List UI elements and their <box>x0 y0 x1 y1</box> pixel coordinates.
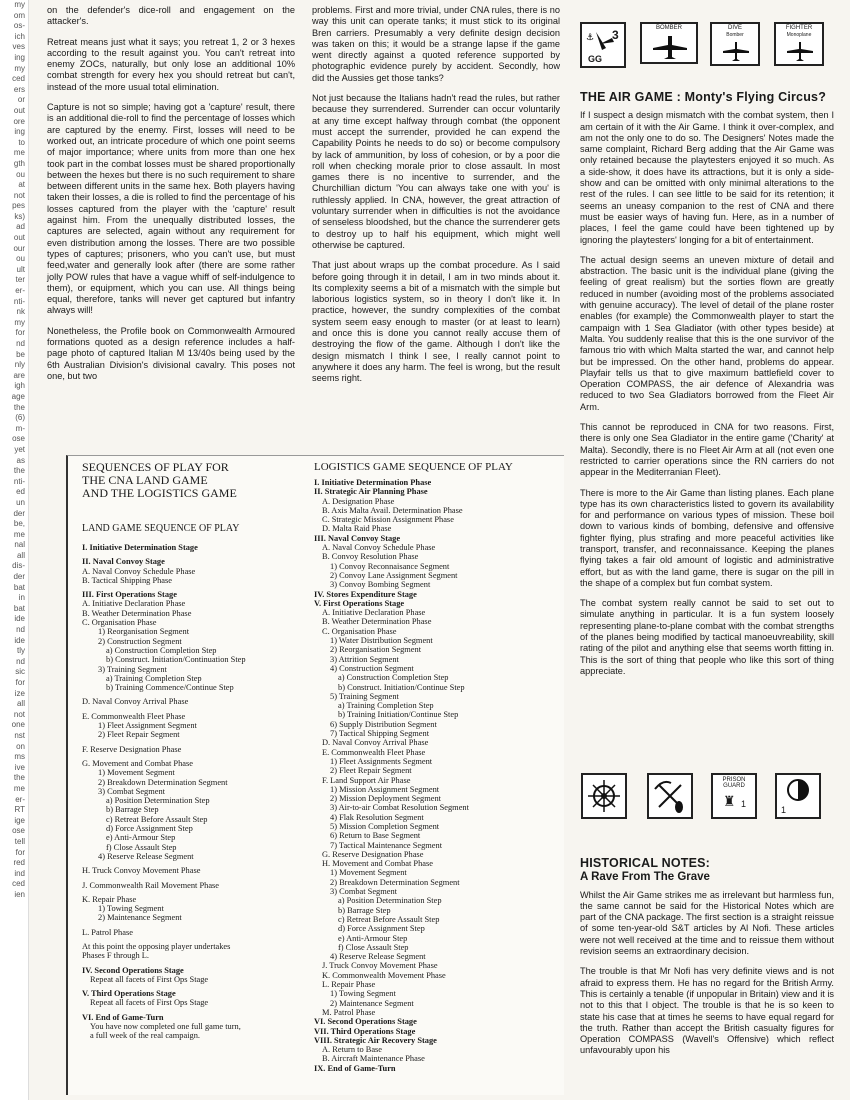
soldier-icon: ♜ <box>723 793 736 809</box>
sequence-line: 1) Towing Segment <box>98 904 164 914</box>
sequence-line: 2) Breakdown Determination Segment <box>330 877 460 887</box>
sequence-line: V. Third Operations Stage <box>82 989 176 999</box>
section-title: HISTORICAL NOTES: <box>580 856 711 870</box>
sequence-line: a) Position Determination Step <box>338 896 442 906</box>
counter-label: BOMBER <box>655 25 682 31</box>
sequence-line: At this point the opposing player undertakes <box>82 941 231 951</box>
paragraph: Whilst the Air Game strikes me as irrelevant but harmless fun, the same cannot be said for the Historical Notes which are part of the CNA package. The first section is a straight reissue of some ten-year-old S&T articles by Al Nofi. These articles were not well received at the time and to reissue them without revision seems an extraordinary decision. <box>580 889 834 957</box>
sequence-line: 2) Construction Segment <box>98 636 182 646</box>
gutter-fragment: ose <box>12 434 25 444</box>
sequence-line: G. Movement and Combat Phase <box>82 758 193 768</box>
sequence-line: 1) Mission Assignment Segment <box>330 784 440 794</box>
gutter-fragment: our <box>13 243 25 253</box>
sequence-line: I. Initiative Determination Stage <box>82 543 198 552</box>
gutter-fragment: as <box>16 455 25 465</box>
sequence-line: 3) Convoy Bombing Segment <box>330 580 431 590</box>
sequence-line: III. First Operations Stage <box>82 590 177 600</box>
sequence-line: b) Construct. Initiation/Continue Step <box>338 682 465 692</box>
paragraph: on the defender's dice-roll and engagement on the attacker's. <box>47 5 295 27</box>
counter-number: 3 <box>612 28 619 42</box>
article-column-3 <box>580 92 834 686</box>
gutter-fragment: nd <box>16 339 25 348</box>
sequence-line: H. Truck Convoy Movement Phase <box>82 866 201 876</box>
sequence-line: C. Organisation Phase <box>82 618 157 628</box>
sequence-line: 3) Air-to-air Combat Resolution Segment <box>330 803 469 813</box>
gutter-fragment: nd <box>16 625 25 635</box>
sequence-line: VII. Third Operations Stage <box>314 1026 416 1036</box>
sequence-line: VI. Second Operations Stage <box>314 1017 417 1027</box>
sequence-line: 4) Construction Segment <box>330 663 414 673</box>
sequence-line: L. Patrol Phase <box>82 927 133 937</box>
gutter-fragment: nal <box>14 540 25 550</box>
sequence-line: 1) Fleet Assignment Segment <box>98 721 197 731</box>
sequence-line: 6) Supply Distribution Segment <box>330 719 437 729</box>
counter-number: 1 <box>741 799 747 809</box>
gutter-fragment: ves <box>12 42 25 52</box>
gutter-fragment: ed <box>16 487 25 497</box>
gutter-fragment: to <box>18 137 25 147</box>
gutter-fragment: ms <box>14 752 25 762</box>
sequence-line: M. Patrol Phase <box>322 1007 376 1017</box>
gutter-fragment: un <box>16 497 25 507</box>
sequence-line: 1) Reorganisation Segment <box>98 627 190 637</box>
sequence-line: b) Barrage Step <box>106 805 159 815</box>
sequence-line: VI. End of Game-Turn <box>82 1012 164 1022</box>
gutter-fragment: one <box>11 720 25 730</box>
gutter-fragment: ind <box>14 868 25 878</box>
counter-sublabel: Monoplane <box>786 32 812 38</box>
sequence-line: L. Repair Phase <box>322 980 376 990</box>
gutter-fragment: m- <box>15 423 25 433</box>
sequence-line: 1) Towing Segment <box>330 989 396 999</box>
box-subtitle: LAND GAME SEQUENCE OF PLAY <box>82 523 240 534</box>
sequence-line: a) Training Completion Step <box>338 701 434 711</box>
gutter-fragment: all <box>16 699 25 709</box>
gutter-fragment: the <box>13 466 25 476</box>
gutter-fragment: my <box>14 63 25 73</box>
sequence-line: IV. Second Operations Stage <box>82 965 184 975</box>
sequence-line: 4) Reserve Release Segment <box>98 851 194 861</box>
gutter-fragment: for <box>15 328 25 338</box>
sequence-line: b) Training Initiation/Continue Step <box>338 710 459 720</box>
gutter-fragment: nti- <box>13 476 25 486</box>
prison-guard-counter <box>711 773 757 819</box>
sequence-line: III. Naval Convoy Stage <box>314 533 401 543</box>
sequence-line: e) Anti-Armour Step <box>106 833 176 843</box>
gutter-fragment: or <box>17 95 25 105</box>
section-subtitle: A Rave From The Grave <box>580 871 710 884</box>
gutter-fragment: (6) <box>15 413 25 423</box>
sequence-line: 7) Tactical Maintenance Segment <box>330 840 443 850</box>
sequence-line: B. Convoy Resolution Phase <box>322 552 419 562</box>
paragraph: The actual design seems an uneven mixture of detail and abstraction. The basic unit is the individual plane (giving the feeling of great realism) but the sorties flown are greatly reduced in number (avoiding most of the problems associated with genuine accuracy). The level of detail of the plane roster enables (for example) the Commonwealth player to start the campaign with 1 Sea Gladiator (with other types beside) at Malta. You suddenly realise that this is the one survivor of the famous trio with which Malta started the war, and cannot help but be impressed. On the other hand, problems do appear. Playfair tells us that to give maximum battlefield cover to Operation COMPASS, the air defence of Alexandria was reduced to two Sea Gladiators borrowed from the Fleet Air Arm. <box>580 254 834 412</box>
sequence-line: Phases F through L. <box>82 951 149 961</box>
sequence-line: A. Naval Convoy Schedule Phase <box>82 566 196 576</box>
sequence-line: 1) Movement Segment <box>98 768 175 778</box>
sequence-line: B. Weather Determination Phase <box>322 617 432 627</box>
sequence-line: 2) Fleet Repair Segment <box>98 730 180 740</box>
sequence-line: Repeat all facets of First Ops Stage <box>90 974 209 984</box>
gutter-fragment: at <box>18 180 25 190</box>
gutter-fragment: tell <box>14 836 25 846</box>
sequence-line: II. Strategic Air Planning Phase <box>314 487 428 497</box>
sequence-line: 2) Convoy Lane Assignment Segment <box>330 570 458 580</box>
paragraph: If I suspect a design mismatch with the combat system, then I am certain of it with the Air Game. I think it over-complex, and am not the only one to do so. The Designers' Notes made the same complaint, Richard Berg adding that the Air Game was only retained because the playtesters enjoyed it so much. As a side-show, it does have its attractions, but it is only a side-show and can be omitted with only minimal alterations to the rest of the rules. I can see little to be said for its retention; it seems an uneasy companion to the rest of CNA and there must be easier ways of having fun. Here, as in a number of places, I feel the game could have been tightened up by ignoring the playtesters' longing for a bit of entertainment. <box>580 110 834 245</box>
gutter-fragment: der <box>13 572 25 582</box>
gutter-fragment: nd <box>16 656 25 666</box>
gutter-fragment: nst <box>14 730 25 740</box>
gutter-fragment: be, <box>13 519 25 529</box>
sequence-line: 2) Fleet Repair Segment <box>330 766 412 776</box>
gutter-fragment: are <box>13 370 25 380</box>
counter-number: 1 <box>781 805 787 815</box>
gutter-fragment: ced <box>12 879 25 889</box>
sequence-line: a) Training Completion Step <box>106 673 202 683</box>
sequence-line: J. Truck Convoy Movement Phase <box>322 961 438 971</box>
sequence-line: F. Land Support Air Phase <box>322 775 411 785</box>
gutter-fragment: ide <box>14 635 25 645</box>
gg-counter <box>580 22 626 68</box>
sequence-line: 2) Maintenance Segment <box>98 913 182 923</box>
gutter-fragment: ore <box>13 116 25 126</box>
gutter-fragment: ize <box>14 688 25 698</box>
moon-counter <box>775 773 821 819</box>
sequence-line: 2) Mission Deployment Segment <box>330 794 441 804</box>
sequence-line: A. Naval Convoy Schedule Phase <box>322 543 436 553</box>
gutter-fragment: nly <box>14 360 25 370</box>
counter-label: PRISON <box>722 777 746 783</box>
gutter-fragment: ult <box>16 264 25 274</box>
fighter-counter <box>774 22 824 66</box>
sequence-line: a) Construction Completion Step <box>338 673 449 683</box>
sequence-line: 2) Maintenance Segment <box>330 998 414 1008</box>
sequence-line: H. Movement and Combat Phase <box>322 859 433 869</box>
gutter-fragment: ive <box>14 762 25 772</box>
gutter-fragment: me <box>13 148 25 158</box>
sequence-line: B. Aircraft Maintenance Phase <box>322 1054 425 1064</box>
sequence-line: A. Return to Base <box>322 1045 383 1055</box>
sequence-line: B. Axis Malta Avail. Determination Phase <box>322 505 463 515</box>
gutter-fragment: pes <box>12 201 25 211</box>
sequence-line: E. Commonwealth Fleet Phase <box>82 711 186 721</box>
paragraph: Not just because the Italians hadn't read the rules, but rather because they surrendered. Surrender can occur voluntarily at any time except halfway through combat (the opponent must accept the surrender, provided he can expend the Capability Points he needs to do so) or become compulsory by lack of ammunition, by loss of cohesion, or by a poor die roll when checking morale prior to close assault. In most games there is no incentive to surrender, and the Churchillian dictum 'You can always take one with you' is ruthlessly applied. In CNA, however, the great attraction of voluntary surrender when in difficulties is not the avoidance of senseless bloodshed, but the chance the surrenderer gets to destroy up to half his equipment, which might well otherwise be captured. <box>312 93 560 250</box>
gutter-fragment: out <box>13 233 25 243</box>
gutter-fragment: on <box>16 741 25 751</box>
box-title-line: LOGISTICS GAME SEQUENCE OF PLAY <box>314 461 513 473</box>
sequence-line: 1) Movement Segment <box>330 868 407 878</box>
gutter-fragment: nk <box>16 307 25 317</box>
gutter-fragment: my <box>14 317 25 327</box>
gutter-fragment: ing <box>14 127 25 137</box>
gutter-fragment: ks) <box>14 211 25 221</box>
sequence-line: f) Close Assault Step <box>106 842 177 852</box>
sequence-line: A. Initiative Declaration Phase <box>82 599 186 609</box>
box-title-line: SEQUENCES OF PLAY FOR <box>82 460 229 474</box>
gutter-fragment: ing <box>14 52 25 62</box>
sequence-line: d) Force Assignment Step <box>106 824 193 834</box>
sequence-line: D. Naval Convoy Arrival Phase <box>82 697 189 707</box>
sequence-line: 6) Return to Base Segment <box>330 831 421 841</box>
paragraph: There is more to the Air Game than listing planes. Each plane type has its own characteristics listed to govern its availability for and performance on various types of mission. These boil down to various kinds of bombing, defensive and offensive fighter flying, plus strafing and more peaceful activities like transport, transfer, and reconnaissance. Keeping the planes flying takes a fair old amount of logistic and administrative effort, but as with the land game, there is sugar on the pill in the shape of a complex but fun combat system. <box>580 487 834 588</box>
gutter-fragment: sic <box>15 667 25 677</box>
sequence-line: Repeat all facets of First Ops Stage <box>90 998 209 1008</box>
sequence-line: II. Naval Convoy Stage <box>82 557 165 567</box>
box-title-line: AND THE LOGISTICS GAME <box>82 486 237 500</box>
sequence-line: K. Commonwealth Movement Phase <box>322 970 446 980</box>
gutter-fragment: out <box>13 105 25 115</box>
gutter-fragment: red <box>13 858 25 868</box>
sequence-line: 7) Tactical Shipping Segment <box>330 729 430 739</box>
sequence-of-play-box <box>66 455 564 1095</box>
sequence-line: D. Malta Raid Phase <box>322 524 392 534</box>
gutter-fragment: bat <box>13 603 25 613</box>
gutter-fragment: ide <box>14 614 25 624</box>
gutter-fragment: ose <box>12 826 25 836</box>
gutter-fragment: be <box>16 349 25 359</box>
sequence-line: I. Initiative Determination Phase <box>314 478 432 487</box>
gutter-fragment: nti- <box>13 296 25 306</box>
gutter-fragment: my <box>14 0 25 9</box>
article-column-2 <box>312 5 560 394</box>
sequence-line: C. Organisation Phase <box>322 626 397 636</box>
sequence-line: 1) Fleet Assignments Segment <box>330 756 433 766</box>
ship-wheel-icon <box>583 775 625 817</box>
sequence-line: V. First Operations Stage <box>314 598 405 608</box>
sequence-line: A. Designation Phase <box>322 496 395 506</box>
gutter-fragment: not <box>13 190 25 200</box>
gutter-fragment: age <box>11 391 25 401</box>
sequence-line: 1) Convoy Reconnaisance Segment <box>330 561 450 571</box>
sequence-line: 5) Training Segment <box>330 691 399 701</box>
bomber-counter <box>640 22 698 64</box>
sequence-line: c) Retreat Before Assault Step <box>106 814 208 824</box>
paragraph: This cannot be reproduced in CNA for two reasons. First, there is only one Sea Gladiator in the entire game ('Charity' at Malta). Secondly, there is no Fleet Air Arm at all (not even one restricted to carrier operations since the RN carriers do not appear in the Mediterranian Fleet). <box>580 422 834 478</box>
sequence-line: B. Tactical Shipping Phase <box>82 575 172 585</box>
box-title-line: THE CNA LAND GAME <box>82 473 208 487</box>
sequence-line: K. Repair Phase <box>82 894 137 904</box>
sequence-line: a) Construction Completion Step <box>106 645 217 655</box>
pick-shovel-counter <box>647 773 693 819</box>
paragraph: Nonetheless, the Profile book on Commonwealth Armoured formations quoted as a design reference includes a half-page photo of captured Italian M 13/40s being used by the 6th Australian Division's divisional cavalry. This poses not one, but two <box>47 325 295 381</box>
sequence-line: A. Initiative Declaration Phase <box>322 608 426 618</box>
gutter-fragment: the <box>13 773 25 783</box>
sequence-line: D. Naval Convoy Arrival Phase <box>322 738 429 748</box>
gutter-fragment: er- <box>15 794 25 804</box>
gutter-fragment: not <box>13 709 25 719</box>
marker-counters-row <box>581 765 835 840</box>
sequence-line: 1) Water Distribution Segment <box>330 636 433 646</box>
section-title: THE AIR GAME : Monty's Flying Circus? <box>580 90 827 104</box>
gutter-fragment: me <box>13 783 25 793</box>
gutter-fragment: gth <box>13 158 25 168</box>
gutter-fragment: yet <box>14 444 25 454</box>
sequence-line: J. Commonwealth Rail Movement Phase <box>82 880 220 890</box>
sequence-line: G. Reserve Designation Phase <box>322 849 424 859</box>
gutter-fragment: os- <box>13 21 25 31</box>
gutter-fragment: the <box>13 402 25 412</box>
dive-bomber-counter <box>710 22 760 66</box>
logistics-sequence <box>314 461 560 1073</box>
paragraph: That just about wraps up the combat procedure. As I said before going through it in detail, I am in two minds about it. Its complexity seems a bit of a mismatch with the simple but laborious logistics system, so in theory I don't like it. In practice, however, the sundry complexities of the combat system seem easy enough to master (or at least to learn) and once this is done you cannot really accuse them of destroying the flow of the game. Although I don't like the design mismatch I think I see, I really cannot point to anywhere it does any harm. The feel is wrong, but the result seems right. <box>312 260 560 384</box>
sequence-line: IV. Stores Expenditure Stage <box>314 589 417 599</box>
sequence-line: b) Training Commence/Continue Step <box>106 683 234 693</box>
counter-label: FIGHTER <box>785 25 813 31</box>
sequence-line: 3) Combat Segment <box>98 786 165 796</box>
sequence-line: b) Construct. Initiation/Continuation Step <box>106 655 246 665</box>
sequence-line: e) Anti-Armour Step <box>338 933 408 943</box>
sequence-line: 4) Reserve Release Segment <box>330 952 426 962</box>
article-column-3-continued <box>580 858 834 1066</box>
gutter-fragment: ou <box>16 169 25 179</box>
gutter-fragment: in <box>18 593 25 603</box>
gutter-fragment: RT <box>14 805 25 815</box>
gutter-fragment: all <box>16 550 25 560</box>
svg-text:⚓: ⚓ <box>586 33 595 43</box>
gutter-fragment: for <box>15 678 25 687</box>
counter-sublabel: Bomber <box>726 32 744 38</box>
bomber-plane-icon <box>643 33 697 63</box>
sequence-line: 4) Flak Resolution Segment <box>330 812 424 822</box>
sequence-line: d) Force Assignment Step <box>338 924 425 934</box>
sequence-line: b) Barrage Step <box>338 905 391 915</box>
gutter-fragment: tly <box>17 646 25 656</box>
land-sequence <box>82 461 310 1041</box>
gutter-fragment: er- <box>15 286 25 296</box>
gutter-fragment: om <box>13 10 25 20</box>
half-moon-icon <box>777 775 819 805</box>
gutter-fragment: ad <box>16 222 25 232</box>
paragraph: Capture is not so simple; having got a 'capture' result, there is an additional die-roll to find the percentage of losses which are captured by the enemy. First, losses will need to be worked out, an intricate procedure of which one point seems of major importance; where units from more than one hex took part in the combat losses must be shared proportionally between the hexes but there is no such requirement to share between different units in the same hex. Both players having taken their losses, a die is rolled to find the percentage of his losses captured from the player with the 'capture' result against him. From the unequally distributed losses, the captures are selected, again without any requirement for even distribution among the losses. There are two possible types of captures; prisoners, who you can't use, but must feed,water and generally look after (there are some rather jolly POW rules that have a vague whiff of self-indulgence to them), or equipment, which you can use. All things being equal, therefore, tanks will never get captured but infantry always will! <box>47 102 295 316</box>
sequence-line: c) Retreat Before Assault Step <box>338 914 440 924</box>
facing-page-gutter <box>0 0 29 1100</box>
gutter-fragment: ou <box>16 254 25 264</box>
paragraph: Retreat means just what it says; you retreat 1, 2 or 3 hexes according to the result against you. You can't retreat into enemy ZOCs, naturally, but only lose an additional 10% combat strength for every hex you should retreat but can't, instead of the more usual total elimination. <box>47 36 295 92</box>
sequence-line: a full week of the real campaign. <box>90 1031 200 1041</box>
unit-counters-row <box>580 22 834 72</box>
counter-label: GG <box>588 54 603 64</box>
gutter-fragment: ich <box>14 31 25 41</box>
ship-wheel-counter <box>581 773 627 819</box>
sequence-line: B. Weather Determination Phase <box>82 608 192 618</box>
sequence-line: 2) Reorganisation Segment <box>330 645 422 655</box>
sequence-line: You have now completed one full game turn, <box>90 1022 241 1032</box>
counter-label: DIVE <box>727 25 742 31</box>
sequence-line: 2) Breakdown Determination Segment <box>98 777 228 787</box>
dive-bomber-plane-icon <box>713 39 759 65</box>
gutter-fragment: igh <box>14 381 25 391</box>
counter-label: GUARD <box>723 783 745 789</box>
sequence-line: 3) Attrition Segment <box>330 654 399 664</box>
gutter-fragment: dis- <box>12 561 25 571</box>
sequence-line: E. Commonwealth Fleet Phase <box>322 747 426 757</box>
gutter-fragment: me <box>13 529 25 539</box>
sequence-line: a) Position Determination Step <box>106 796 210 806</box>
paragraph: The trouble is that Mr Nofi has very definite views and is not afraid to express them. He has no regard for the British Army. This is certainly a tenable (if unpopular in Britain) view and it is not to this that I object. The trouble is that he is so keen to state his case that at times he seems to have equal regard for the truth. Rather than accept the British casualty figures for Operation COMPASS (Wavell's Offensive) which reflect unfavourably upon his <box>580 966 834 1056</box>
gutter-fragment: for <box>15 847 25 857</box>
gutter-fragment: ige <box>14 815 25 825</box>
gutter-fragment: ter <box>15 275 25 285</box>
sequence-line: C. Strategic Mission Assignment Phase <box>322 515 454 525</box>
sequence-line: 3) Combat Segment <box>330 887 397 897</box>
sequence-line: VIII. Strategic Air Recovery Stage <box>314 1035 437 1045</box>
article-column-1 <box>47 5 295 391</box>
gutter-fragment: bat <box>13 582 25 592</box>
sequence-line: IX. End of Game-Turn <box>314 1063 396 1073</box>
gutter-fragment: der <box>13 508 25 518</box>
paragraph: The combat system really cannot be said to set out to simulate anything in particular. It is a fun system loosely representing plane-to-plane combat with the combat strengths of the planes being modified by tactical manoeuvreability, skill rating of the pilot and anything else that seems worth fitting in. This is the sort of thing that people who like this sort of thing appreciate. <box>580 598 834 676</box>
sequence-line: 5) Mission Completion Segment <box>330 821 440 831</box>
paragraph: problems. First and more trivial, under CNA rules, there is no way this unit can operate tanks; it must stick to its original Bren carriers. Presumably a very definite design decision was taken on this; it would be a strange lapse if the game went directly against a quoted reference supported by photographic evidence purely by accident. Secondly, how did the Aussies get those tanks? <box>312 5 560 83</box>
gutter-fragment: ers <box>13 84 25 94</box>
gutter-fragment: ien <box>14 889 25 899</box>
sequence-line: F. Reserve Designation Phase <box>82 744 182 754</box>
sequence-line: 3) Training Segment <box>98 664 167 674</box>
pick-shovel-icon <box>649 775 691 817</box>
fighter-plane-icon <box>777 39 823 65</box>
sequence-line: f) Close Assault Step <box>338 942 409 952</box>
gutter-fragment: ced <box>12 74 25 84</box>
